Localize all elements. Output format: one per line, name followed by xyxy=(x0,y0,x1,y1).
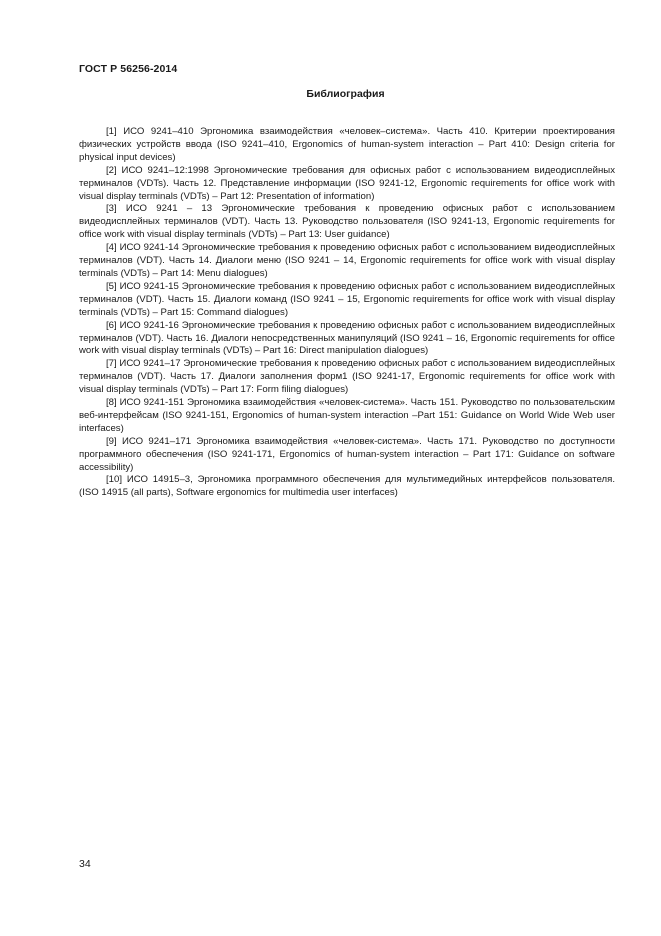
bibliography-entry-7: [7] ИСО 9241–17 Эргономические требования к проведению офисных работ с использованием видеодисплейных терминалов (VDT). Часть 17. Диалоги заполнения форм1 (ISO 9241-17, Ergonomic requirements for office work with visual display terminals (VDTs) – Part 17: Form filing dialogues) xyxy=(79,358,615,396)
bibliography-entry-8: [8] ИСО 9241-151 Эргономика взаимодействия «человек-система». Часть 151. Руководство по пользовательским веб-интерфейсам (ISO 9241-151, Ergonomics of human-system interaction –Part 151: Guidance on World Wide Web user interfaces) xyxy=(79,397,615,434)
section-title: Библиография xyxy=(306,88,385,100)
page-number: 34 xyxy=(79,858,91,870)
bibliography-entry-1: [1] ИСО 9241–410 Эргономика взаимодействия «человек–система». Часть 410. Критерии проектирования физических устройств ввода (ISO 9241–410, Ergonomics of human-system interaction – Part 410: Design criteria for physical input devices) xyxy=(79,126,615,163)
bibliography-entry-6: [6] ИСО 9241-16 Эргономические требования к проведению офисных работ с использованием видеодисплейных терминалов (VDT). Часть 16. Диалоги непосредственных манипуляций (ISO 9241 – 16, Ergonomic requirements for office work with visual display terminals (VDTs) – Part 16: Direct manipulation dialogues) xyxy=(79,319,615,357)
document-header: ГОСТ Р 56256-2014 xyxy=(79,63,178,75)
bibliography-entry-3: [3] ИСО 9241 – 13 Эргономические требования к проведению офисных работ с использованием видеодисплейных терминалов (VDT). Часть 13. Руководство пользователя (ISO 9241-13, Ergonomic requirements for office work with visual display terminals (VDTs) – Part 13: User guidance) xyxy=(79,203,615,241)
bibliography-entry-4: [4] ИСО 9241-14 Эргономические требования к проведению офисных работ с использованием видеодисплейных терминалов (VDT). Часть 14. Диалоги меню (ISO 9241 – 14, Ergonomic requirements for office work with visual display terminals (VDTs) – Part 14: Menu dialogues) xyxy=(79,242,615,279)
bibliography-entry-9: [9] ИСО 9241–171 Эргономика взаимодействия «человек-система». Часть 171. Руководство по доступности программного обеспечения (ISO 9241-171, Ergonomics of human-system interaction – Part 171: Guidance on software accessibility) xyxy=(79,435,615,473)
bibliography-entry-5: [5] ИСО 9241-15 Эргономические требования к проведению офисных работ с использованием видеодисплейных терминалов (VDT). Часть 15. Диалоги команд (ISO 9241 – 15, Ergonomic requirements for office work with visual display terminals (VDTs) – Part 15: Command dialogues) xyxy=(79,280,615,318)
bibliography-entry-2: [2] ИСО 9241–12:1998 Эргономические требования для офисных работ с использованием видеодисплейных терминалов (VDTs). Часть 12. Представление информации (ISO 9241-12, Ergonomic requirements for office work with visual display terminals (VDTs) – Part 12: Presentation of information) xyxy=(79,164,615,202)
bibliography-list xyxy=(79,126,615,500)
bibliography-entry-10: [10] ИСО 14915–3, Эргономика программного обеспечения для мультимедийных интерфейсов пользователя. (ISO 14915 (all parts), Software ergonomics for multimedia user interfaces) xyxy=(79,474,615,499)
